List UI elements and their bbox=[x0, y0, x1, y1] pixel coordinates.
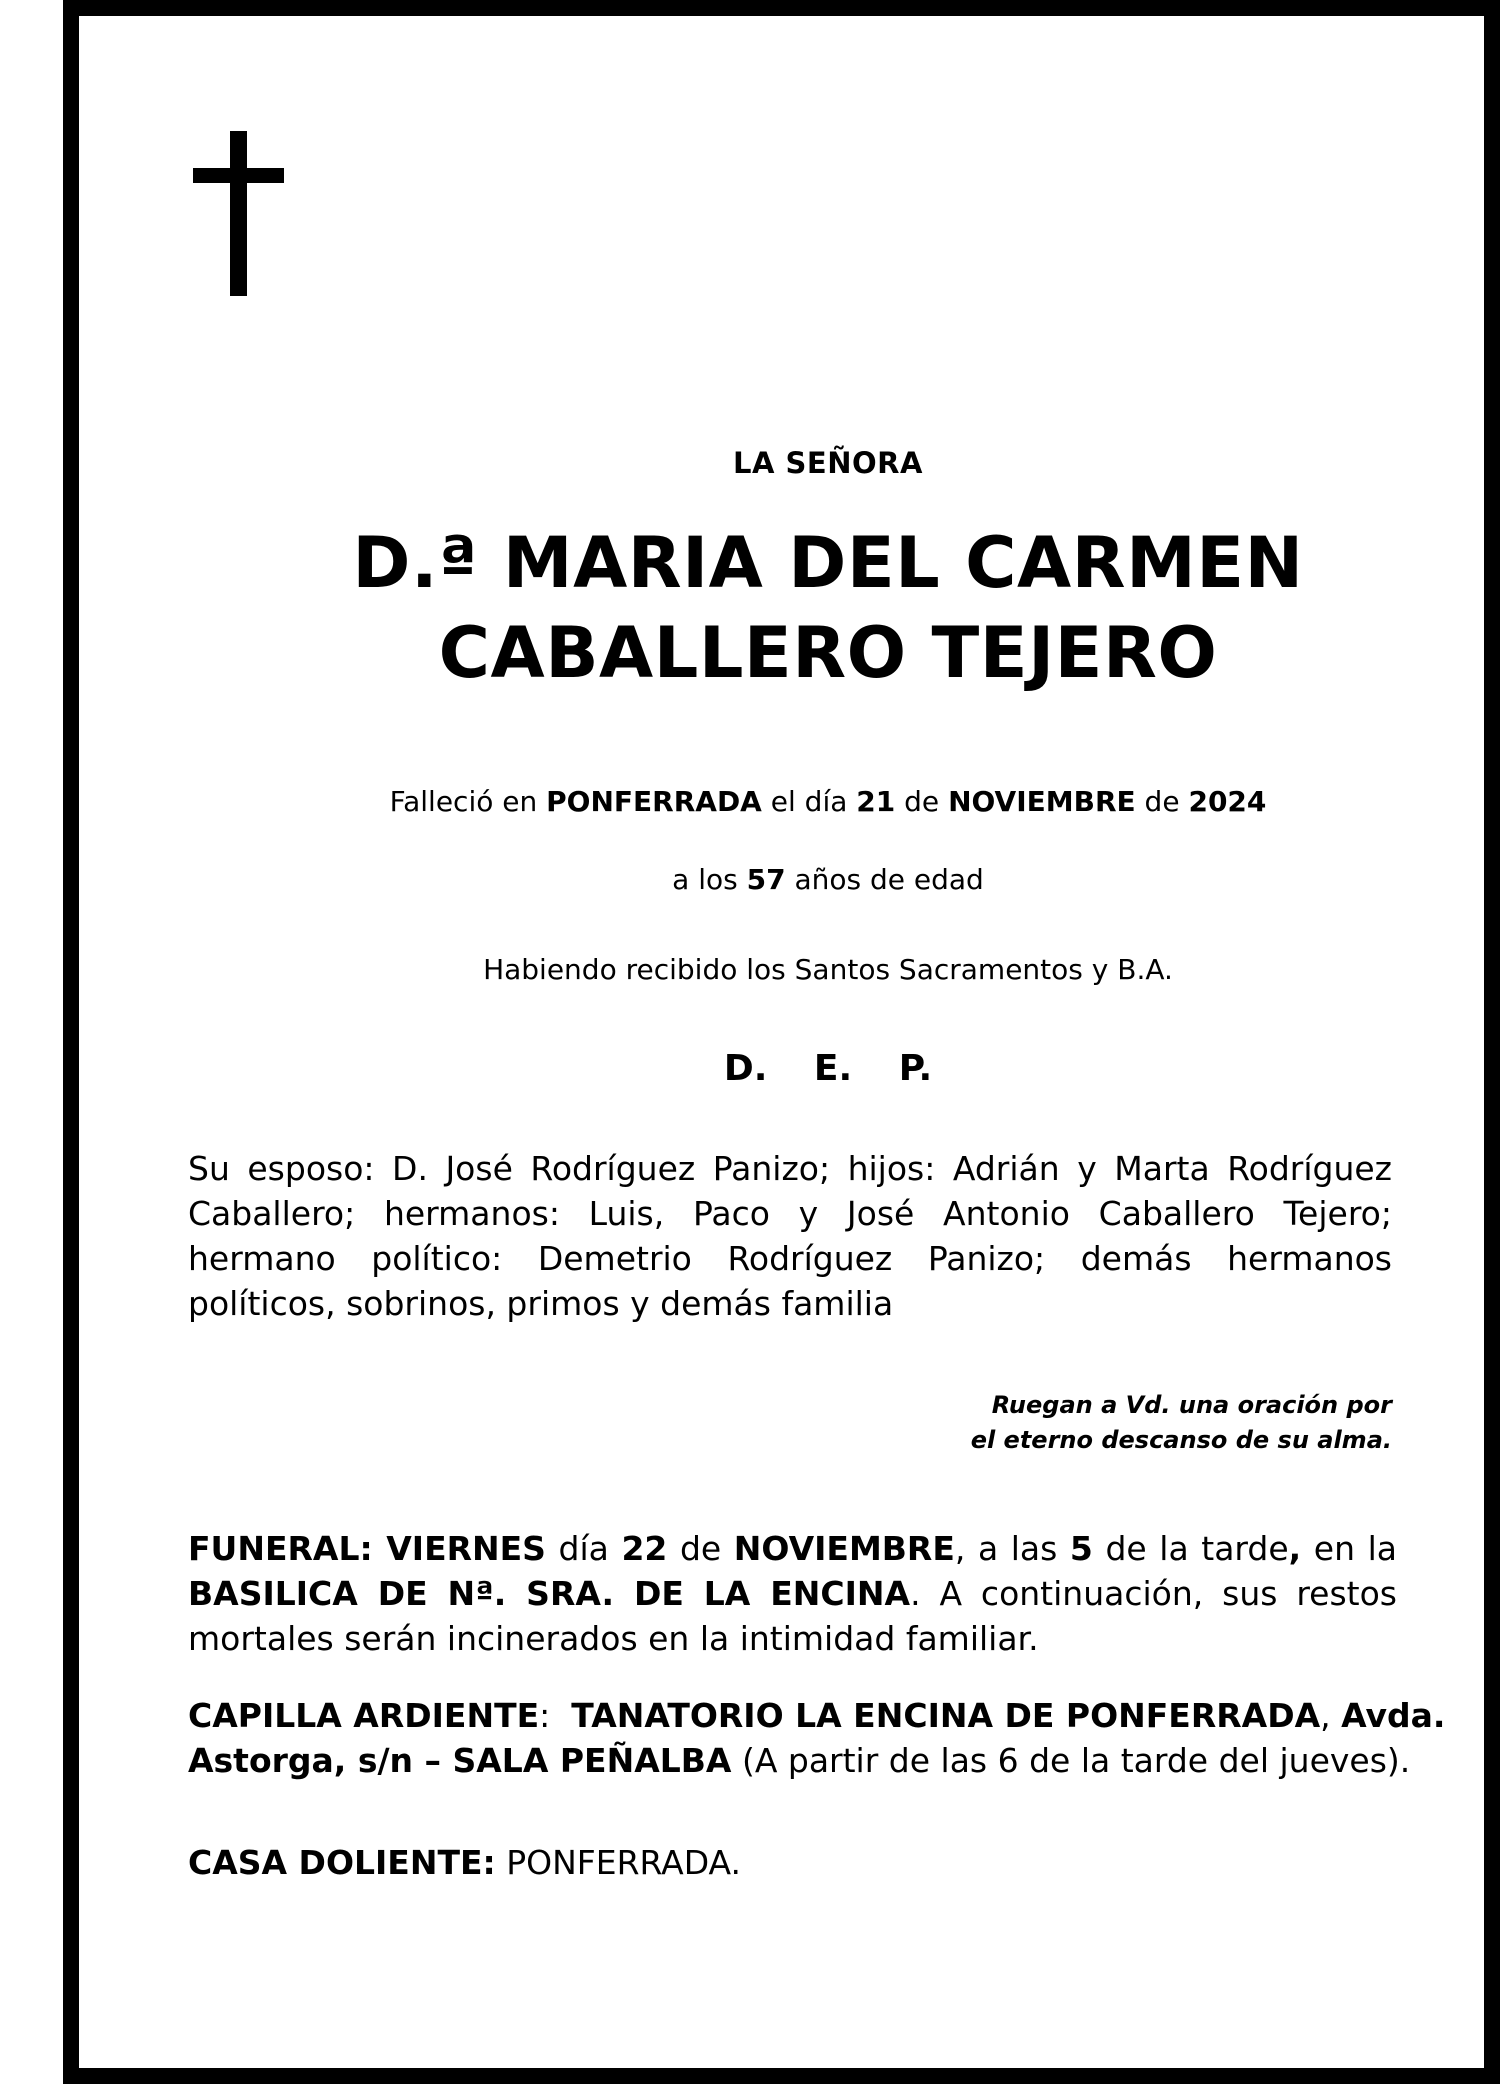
funeral-place: BASILICA DE Nª. SRA. DE LA ENCINA bbox=[188, 1574, 911, 1613]
family-line: hermano político: Demetrio Rodríguez Panizo; demás hermanos bbox=[188, 1239, 1392, 1278]
notice-title: LA SEÑORA bbox=[733, 446, 923, 480]
family-paragraph bbox=[188, 1146, 1392, 1326]
chapel-address: Astorga, s/n – SALA PEÑALBA bbox=[188, 1741, 732, 1780]
deceased-name-line1: D.ª MARIA DEL CARMEN bbox=[352, 522, 1304, 604]
deceased-name-line2: CABALLERO TEJERO bbox=[438, 612, 1218, 694]
prayer-request bbox=[971, 1388, 1392, 1458]
death-day: 21 bbox=[856, 785, 896, 818]
prayer-line: Ruegan a Vd. una oración por bbox=[991, 1391, 1392, 1419]
death-text: de bbox=[895, 785, 949, 818]
death-text: de bbox=[1135, 785, 1189, 818]
funeral-month: NOVIEMBRE bbox=[733, 1529, 955, 1568]
family-line: Su esposo: D. José Rodríguez Panizo; hijos: Adrián y Marta Rodríguez bbox=[188, 1149, 1392, 1188]
mourning-house bbox=[188, 1840, 1397, 1885]
chapel-paragraph bbox=[188, 1693, 1446, 1783]
death-month: NOVIEMBRE bbox=[948, 785, 1136, 818]
prayer-line: el eterno descanso de su alma. bbox=[970, 1426, 1392, 1454]
chapel-label: CAPILLA ARDIENTE bbox=[188, 1696, 540, 1735]
family-line: Caballero; hermanos: Luis, Paco y José Antonio Caballero Tejero; bbox=[188, 1194, 1392, 1233]
death-year: 2024 bbox=[1188, 785, 1267, 818]
death-text: Falleció en bbox=[389, 785, 547, 818]
age-info bbox=[180, 863, 1476, 896]
sacraments-line: Habiendo recibido los Santos Sacramentos y B.A. bbox=[483, 953, 1173, 986]
funeral-label: FUNERAL: VIERNES bbox=[188, 1529, 546, 1568]
funeral-day: 22 bbox=[621, 1529, 668, 1568]
age-text: a los bbox=[672, 863, 747, 896]
mourning-house-value: PONFERRADA. bbox=[495, 1843, 742, 1882]
funeral-line: mortales serán incinerados en la intimidad familiar. bbox=[188, 1619, 1039, 1658]
family-line: políticos, sobrinos, primos y demás familia bbox=[188, 1284, 894, 1323]
chapel-place: TANATORIO LA ENCINA DE PONFERRADA bbox=[571, 1696, 1321, 1735]
chapel-note: (A partir de las 6 de la tarde del jueves). bbox=[731, 1741, 1411, 1780]
funeral-line: FUNERAL: VIERNES día 22 de NOVIEMBRE, a las 5 de la tarde, en la bbox=[188, 1529, 1397, 1568]
death-text: el día bbox=[761, 785, 857, 818]
funeral-hour: 5 bbox=[1069, 1529, 1093, 1568]
age-text: años de edad bbox=[785, 863, 984, 896]
funeral-paragraph bbox=[188, 1526, 1397, 1661]
death-info bbox=[180, 785, 1476, 818]
age-years: 57 bbox=[746, 863, 786, 896]
mourning-house-label: CASA DOLIENTE: bbox=[188, 1843, 496, 1882]
chapel-line bbox=[188, 1738, 1411, 1783]
funeral-line: BASILICA DE Nª. SRA. DE LA ENCINA. A continuación, sus restos bbox=[188, 1574, 1397, 1613]
dep-abbreviation: D. E. P. bbox=[723, 1048, 933, 1089]
chapel-line: CAPILLA ARDIENTE: TANATORIO LA ENCINA DE PONFERRADA, Avda. bbox=[188, 1696, 1446, 1735]
death-place: PONFERRADA bbox=[546, 785, 762, 818]
